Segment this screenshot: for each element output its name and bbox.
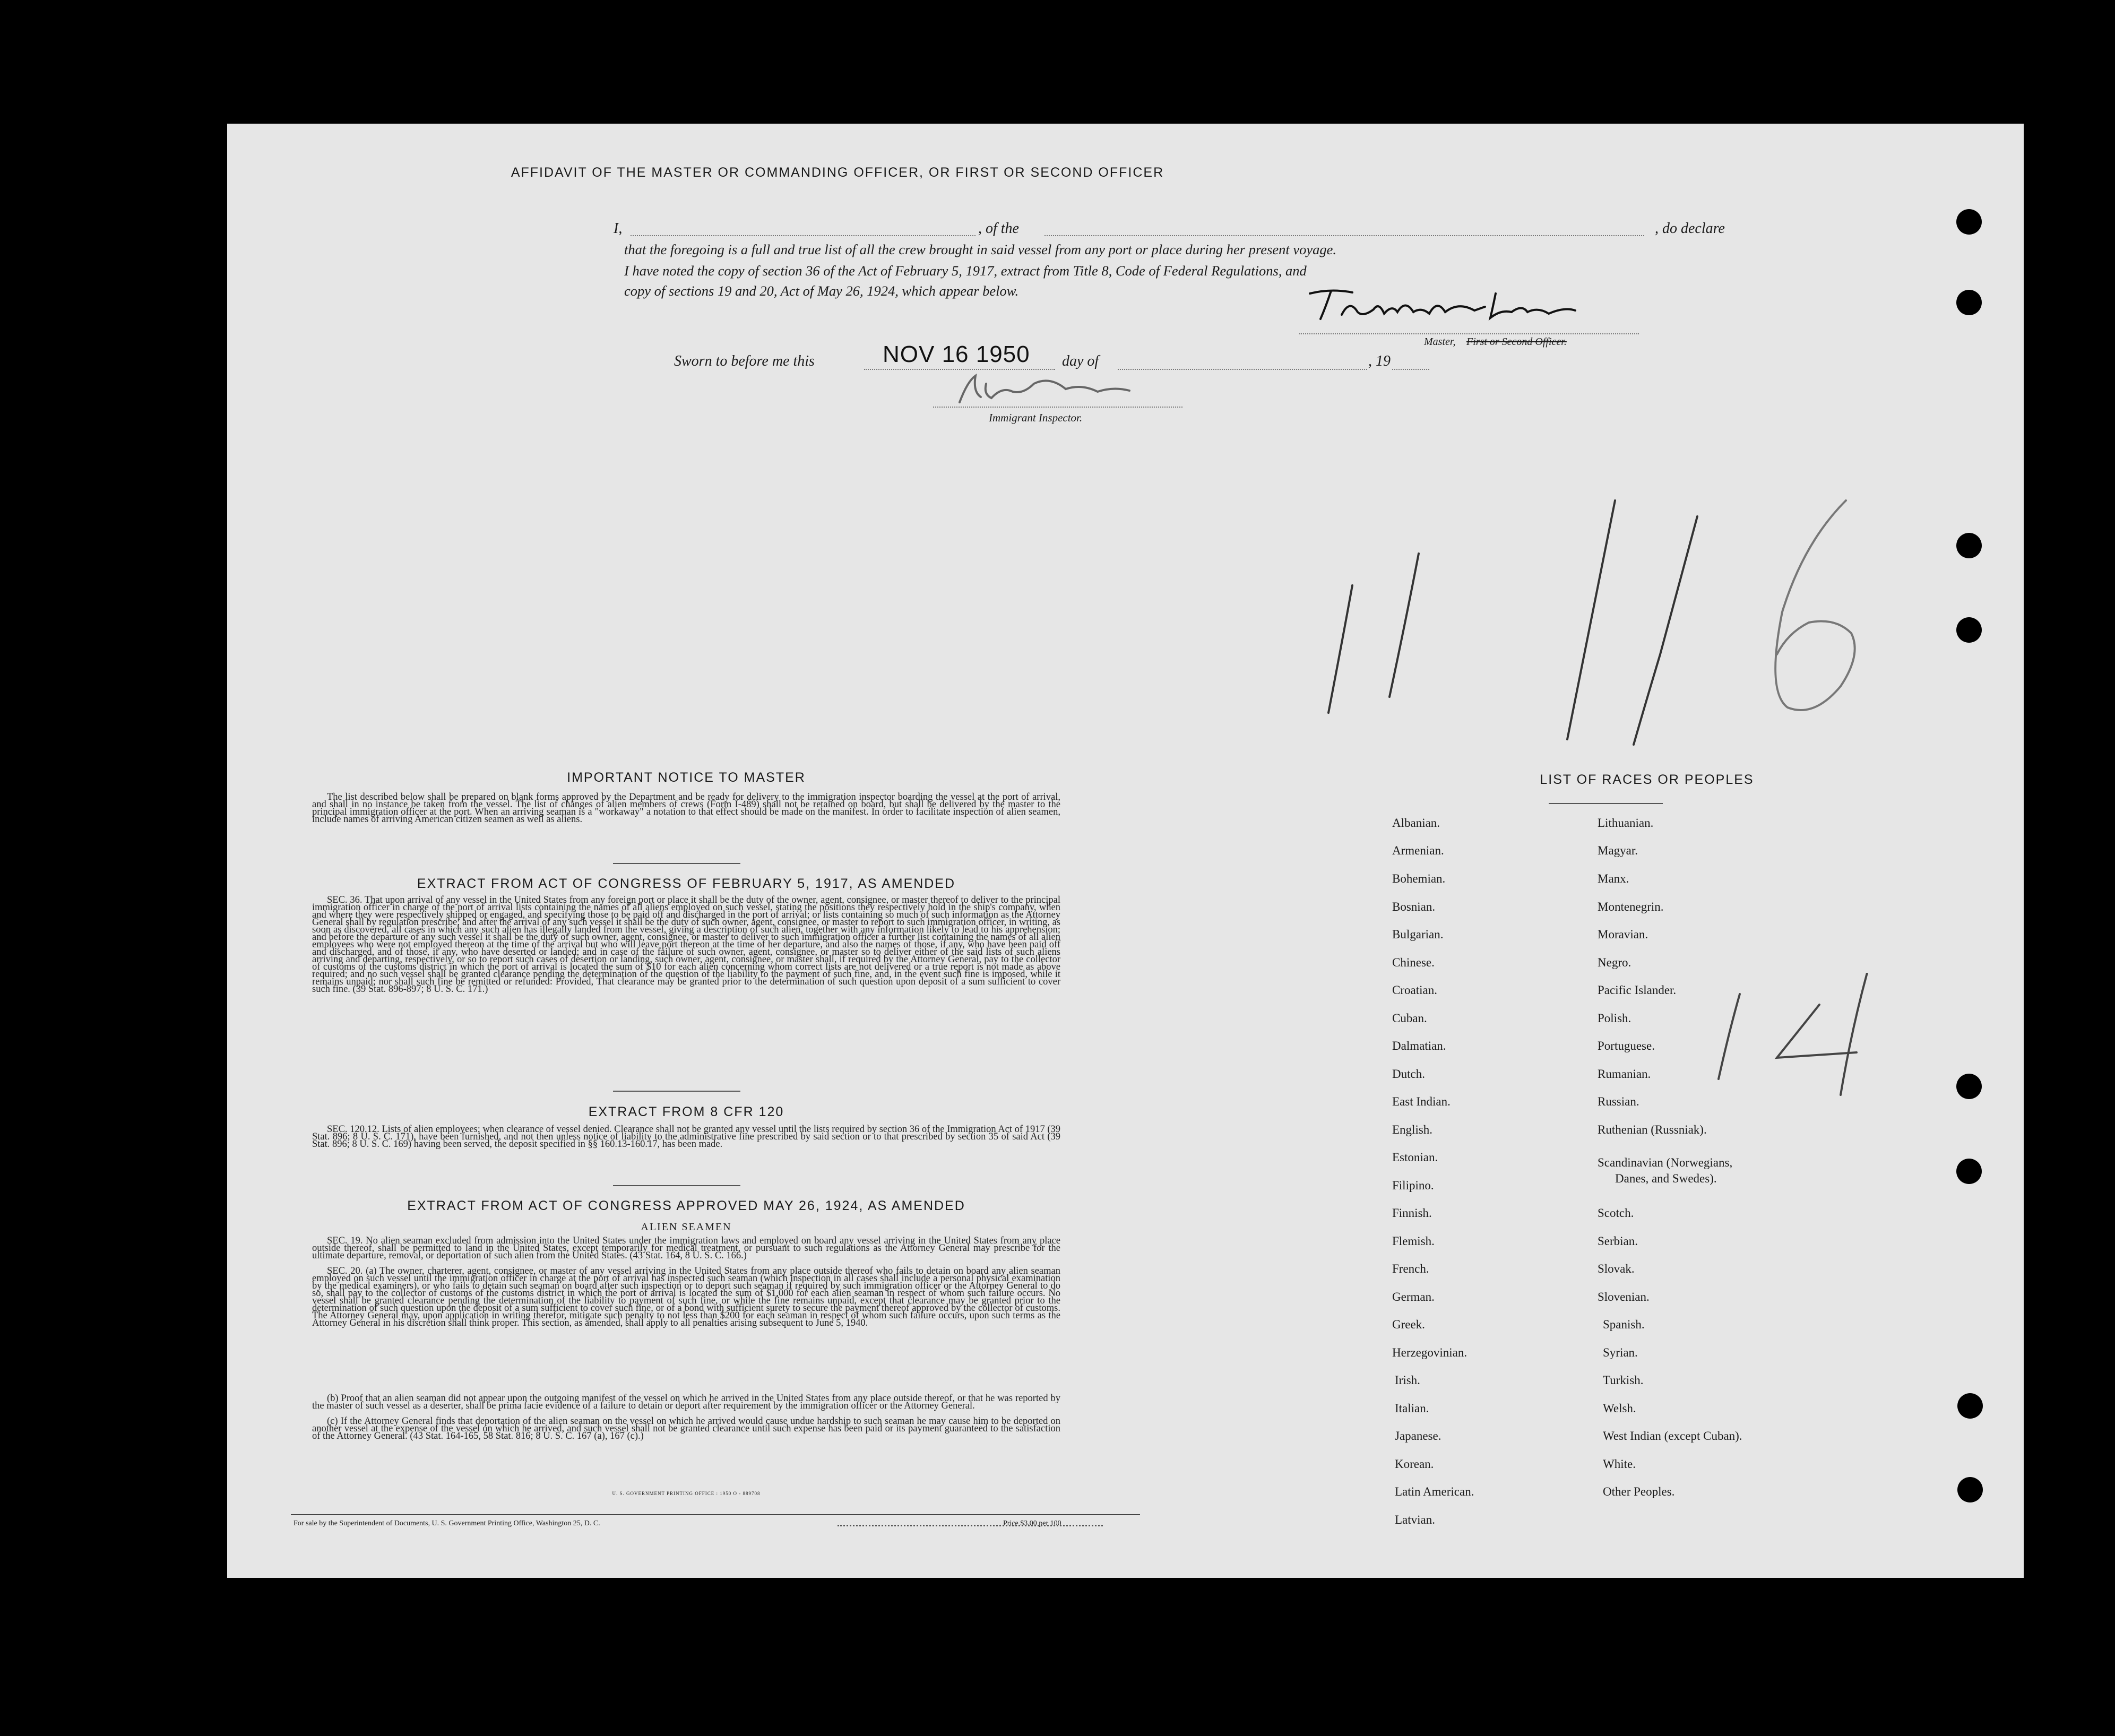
affidavit-declare: , do declare xyxy=(1655,220,1725,237)
notice-text: The list described below shall be prepared on blank forms approved by the Department and be ready for delivery to the immigration inspector boarding the vessel at the port of arrival, and shall in no instance be taken from the vessel. The list of changes of alien members of crews (Form I-489) shall not be retained on board, but shall be delivered by the master to the principal immigration officer at the port. When an arriving seaman is a "workaway" a notation to that effect should be made on the manifest. In order to facilitate inspection of alien seamen, include names of arriving American citizen seamen as well as aliens. xyxy=(312,792,1060,825)
race-slovak: Slovak. xyxy=(1598,1262,1635,1275)
race-latin-american: Latin American. xyxy=(1395,1485,1474,1498)
race-welsh: Welsh. xyxy=(1603,1402,1636,1415)
race-albanian: Albanian. xyxy=(1392,816,1440,830)
race-white: White. xyxy=(1603,1457,1636,1471)
race-korean: Korean. xyxy=(1395,1457,1434,1471)
footer-right: Price $3.00 per 100 xyxy=(1003,1519,1061,1527)
race-bulgarian: Bulgarian. xyxy=(1392,928,1444,941)
extract-1924-title: EXTRACT FROM ACT OF CONGRESS APPROVED MAY 26, 1924, AS AMENDED xyxy=(407,1198,965,1213)
race-english: English. xyxy=(1392,1123,1433,1136)
officer-label-struck: First or Second Officer. xyxy=(1466,336,1567,348)
binder-hole-6 xyxy=(1956,1159,1982,1184)
race-polish: Polish. xyxy=(1598,1012,1631,1025)
affidavit-of-the: , of the xyxy=(978,220,1019,237)
race-other-peoples: Other Peoples. xyxy=(1603,1485,1675,1498)
race-flemish: Flemish. xyxy=(1392,1234,1435,1248)
affidavit-line-2: that the foregoing is a full and true list of all the crew brought in said vessel from any port or place during her present voyage. xyxy=(624,241,1337,257)
affidavit-line-3: I have noted the copy of section 36 of the Act of February 5, 1917, extract from Title 8, Code of Federal Regulations, and xyxy=(624,263,1307,279)
race-irish: Irish. xyxy=(1395,1374,1420,1387)
race-moravian: Moravian. xyxy=(1598,928,1648,941)
race-scandinavian: Scandinavian (Norwegians, xyxy=(1598,1156,1733,1169)
sworn-label: Sworn to before me this xyxy=(674,353,815,369)
race-french: French. xyxy=(1392,1262,1429,1275)
binder-hole-2 xyxy=(1956,290,1982,315)
race-rumanian: Rumanian. xyxy=(1598,1067,1651,1081)
race-slovenian: Slovenian. xyxy=(1598,1290,1650,1303)
race-dutch: Dutch. xyxy=(1392,1067,1425,1081)
extract-1924-sec20c: (c) If the Attorney General finds that deportation of the alien seaman on the vessel on which he arrived would cause undue hardship to such seaman he may cause him to be deported on another vessel at the expense of the vessel on which he arrived, and such vessel shall not be granted clearance until such expense has been paid or its payment guaranteed to the satisfaction of the Attorney General. (43 Stat. 164-165, 58 Stat. 816; 8 U. S. C. 167 (a), 167 (c).) xyxy=(312,1416,1060,1441)
race-dalmatian: Dalmatian. xyxy=(1392,1039,1446,1052)
divider-3 xyxy=(613,1185,740,1186)
race-italian: Italian. xyxy=(1395,1402,1429,1415)
inspector-signature xyxy=(944,365,1209,413)
race-syrian: Syrian. xyxy=(1603,1346,1638,1359)
master-label: Master, xyxy=(1424,336,1456,348)
divider-1 xyxy=(613,863,740,864)
race-filipino: Filipino. xyxy=(1392,1179,1434,1192)
race-latvian: Latvian. xyxy=(1395,1513,1435,1526)
document-page xyxy=(227,124,2024,1578)
master-name-blank xyxy=(631,235,976,236)
extract-1924-sec19: SEC. 19. No alien seaman excluded from admission into the United States under the immigration laws and employed on board any vessel arriving in the United States from any place outside thereof, shall be permitted to land in the United States, except temporarily for medical treatment, or pursuant to such regulations as the Attorney General may prescribe for the ultimate departure, removal, or deportation of such alien from the United States. (43 Stat. 164, 8 U. S. C. 166.) xyxy=(312,1236,1060,1261)
alien-seamen-subtitle: ALIEN SEAMEN xyxy=(641,1221,732,1233)
race-negro: Negro. xyxy=(1598,956,1631,969)
year-label: , 19 xyxy=(1368,353,1391,369)
race-german: German. xyxy=(1392,1290,1435,1303)
race-bohemian: Bohemian. xyxy=(1392,872,1446,885)
footer-dots xyxy=(838,1525,1103,1526)
race-estonian: Estonian. xyxy=(1392,1151,1438,1164)
race-magyar: Magyar. xyxy=(1598,844,1638,857)
binder-hole-8 xyxy=(1957,1477,1983,1502)
handwritten-number-small xyxy=(1697,973,1878,1111)
date-stamp: NOV 16 1950 xyxy=(883,341,1030,367)
race-east-indian: East Indian. xyxy=(1392,1095,1451,1108)
extract-1924-sec20b: (b) Proof that an alien seaman did not appear upon the outgoing manifest of the vessel on which he arrived in the United States from any place outside thereof, or that he was reported by the master of such vessel as a deserter, shall be prima facie evidence of a failure to detain or deport after requirement by the immigration officer or the Attorney General. xyxy=(312,1393,1060,1411)
master-signature xyxy=(1299,283,1618,325)
affidavit-i: I, xyxy=(614,220,623,237)
race-spanish: Spanish. xyxy=(1603,1318,1645,1331)
year-blank xyxy=(1392,369,1429,370)
footer-rule xyxy=(291,1514,1140,1515)
binder-hole-1 xyxy=(1956,209,1982,235)
race-ruthenian: Ruthenian (Russniak). xyxy=(1598,1123,1707,1136)
race-chinese: Chinese. xyxy=(1392,956,1435,969)
race-serbian: Serbian. xyxy=(1598,1234,1638,1248)
extract-1924-sec20a: SEC. 20. (a) The owner, charterer, agent, consignee, or master of any vessel arriving in the United States from any place outside thereof who fails to detain on board any alien seaman employed on such vessel until the immigration officer in charge at the port of arrival has inspected such seaman (which inspection in all cases shall include a personal physical examination by the medical examiners), or who fails to detain such seaman on board after such inspection or to deport such seaman if required by such immigration officer or the Attorney General to do so, shall pay to the collector of customs of the customs district in which the port of arrival is located the sum of $1,000 for each alien seaman in respect of whom such failure occurs. No vessel shall be granted clearance pending the determination of the liability to payment of such fine, or while the fine remains unpaid, except that clearance may be granted prior to the determination of such question upon the deposit of a sum sufficient to cover such fine, or of a bond with sufficient surety to secure the payment thereof approved by the collector of customs. The Attorney General may, upon application in writing therefor, mitigate such penalty to not less than $200 for each seaman in respect of whom such failure occurs, upon such terms as the Attorney General in his discretion shall think proper. This section, as amended, shall apply to all penalties arising subsequent to June 5, 1940. xyxy=(312,1266,1060,1328)
race-turkish: Turkish. xyxy=(1603,1374,1644,1387)
divider-2 xyxy=(613,1091,740,1092)
vessel-name-blank xyxy=(1044,235,1644,236)
extract-cfr-text: SEC. 120.12. Lists of alien employees; when clearance of vessel denied. Clearance shall not be granted any vessel until the lists required by section 36 of the Immigration Act of 1917 (39 Stat. 896; 8 U. S. C. 171), have been furnished, and not then unless notice of liability to the administrative fine prescribed by said section or to that prescribed by section 35 of said Act (39 Stat. 896; 8 U. S. C. 169) having been served, the deposit specified in §§ 160.13-160.17, has been made. xyxy=(312,1124,1060,1150)
inspector-label: Immigrant Inspector. xyxy=(989,411,1083,424)
affidavit-line-4: copy of sections 19 and 20, Act of May 26, 1924, which appear below. xyxy=(624,283,1019,299)
race-armenian: Armenian. xyxy=(1392,844,1444,857)
extract-1917-text: SEC. 36. That upon arrival of any vessel in the United States from any foreign port or place it shall be the duty of the owner, agent, consignee, or master thereof to deliver to the principal immigration officer in charge of the port of arrival lists containing the names of all aliens employed on such vessel, stating the positions they respectively hold in the ship's company, when and where they were respectively shipped or engaged, and specifying those to be paid off and discharged in the port of arrival; or lists containing so much of such information as the Attorney General shall by regulation prescribe; and after the arrival of any such vessel it shall be the duty of such owner, agent, consignee, or master to report to such immigration officer, in writing, as soon as discovered, all cases in which any such alien has illegally landed from the vessel, giving a description of such alien, together with any information likely to lead to his apprehension; and before the departure of any such vessel it shall be the duty of such owner, agent, consignee, or master to deliver to such immigration officer a further list containing the names of all alien employees who were not employed thereon at the time of the arrival but who will leave port thereon at the time of her departure, and also the names of those, if any, who have been paid off and discharged, and of those, if any, who have deserted or landed; and in case of the failure of such owner, agent, consignee, or master so to deliver either of the said lists of such aliens arriving and departing, respectively, or so to report such cases of desertion or landing, such owner, agent, consignee, or master shall, if required by the Attorney General, pay to the collector of customs of the customs district in which the port of arrival is located the sum of $10 for each alien concerning whom correct lists are not delivered or a true report is not made as above required; and no such vessel shall be granted clearance pending the determination of the question of the liability to the payment of such fine, and, in the event such fine is imposed, while it remains unpaid; nor shall such fine be remitted or refunded: Provided, That clearance may be granted prior to the determination of such question upon deposit of a sum sufficient to cover such fine. (39 Stat. 896-897; 8 U. S. C. 171.) xyxy=(312,895,1060,995)
race-pacific-islander: Pacific Islander. xyxy=(1598,983,1677,997)
inspector-signature-line xyxy=(933,407,1182,408)
race-manx: Manx. xyxy=(1598,872,1629,885)
extract-cfr-title: EXTRACT FROM 8 CFR 120 xyxy=(588,1104,784,1119)
race-scotch: Scotch. xyxy=(1598,1206,1634,1220)
master-signature-line xyxy=(1299,333,1639,334)
race-lithuanian: Lithuanian. xyxy=(1598,816,1654,830)
notice-title: IMPORTANT NOTICE TO MASTER xyxy=(567,770,806,785)
affidavit-title: AFFIDAVIT OF THE MASTER OR COMMANDING OFFICER, OR FIRST OR SECOND OFFICER xyxy=(511,165,1164,180)
race-scandinavian-cont: Danes, and Swedes). xyxy=(1615,1172,1717,1185)
races-title: LIST OF RACES OR PEOPLES xyxy=(1540,772,1754,787)
races-divider xyxy=(1549,803,1663,804)
binder-hole-3 xyxy=(1956,533,1982,558)
race-finnish: Finnish. xyxy=(1392,1206,1432,1220)
race-herzegovinian: Herzegovinian. xyxy=(1392,1346,1467,1359)
footer-left: For sale by the Superintendent of Documents, U. S. Government Printing Office, Washington 25, D. C. xyxy=(293,1519,600,1527)
binder-hole-7 xyxy=(1957,1393,1983,1419)
race-russian: Russian. xyxy=(1598,1095,1639,1108)
race-portuguese: Portuguese. xyxy=(1598,1039,1655,1052)
race-cuban: Cuban. xyxy=(1392,1012,1427,1025)
binder-hole-4 xyxy=(1956,617,1982,643)
race-bosnian: Bosnian. xyxy=(1392,900,1436,913)
race-croatian: Croatian. xyxy=(1392,983,1437,997)
race-west-indian: West Indian (except Cuban). xyxy=(1603,1429,1742,1443)
extract-1917-title: EXTRACT FROM ACT OF CONGRESS OF FEBRUARY 5, 1917, AS AMENDED xyxy=(417,876,956,891)
printer-line: U. S. GOVERNMENT PRINTING OFFICE : 1950 O - 889708 xyxy=(612,1491,761,1496)
race-japanese: Japanese. xyxy=(1395,1429,1441,1443)
race-greek: Greek. xyxy=(1392,1318,1425,1331)
binder-hole-5 xyxy=(1956,1074,1982,1099)
race-montenegrin: Montenegrin. xyxy=(1598,900,1664,913)
day-of-label: day of xyxy=(1062,353,1099,369)
